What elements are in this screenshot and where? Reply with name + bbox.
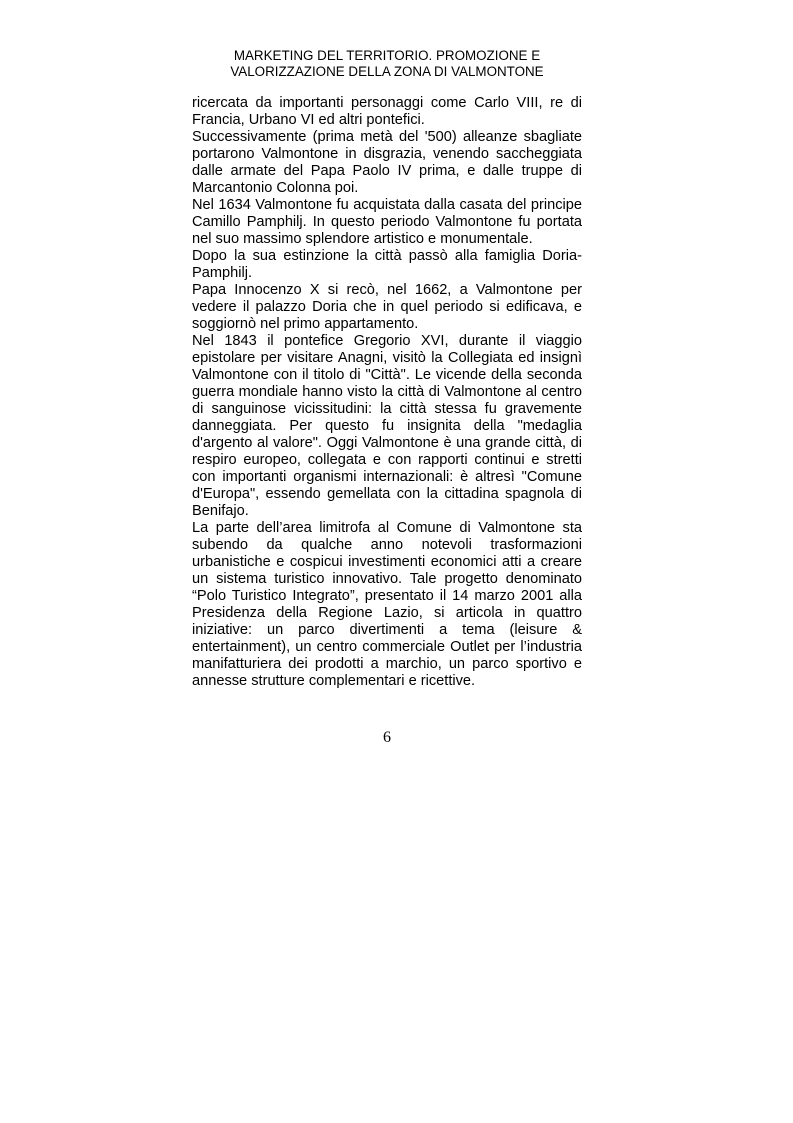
paragraph: Dopo la sua estinzione la città passò alla famiglia Doria-Pamphilj. [192, 248, 582, 281]
body-text [192, 95, 582, 690]
running-header [192, 48, 582, 80]
paragraph: ricercata da importanti personaggi come Carlo VIII, re di Francia, Urbano VI ed altri pontefici. [192, 95, 582, 128]
paragraph: Nel 1634 Valmontone fu acquistata dalla casata del principe Camillo Pamphilj. In questo periodo Valmontone fu portata nel suo massimo splendore artistico e monumentale. [192, 197, 582, 247]
paragraph: Nel 1843 il pontefice Gregorio XVI, durante il viaggio epistolare per visitare Anagni, visitò la Collegiata ed insignì Valmontone con il titolo di "Città". Le vicende della seconda guerra mondiale hanno visto la città di Valmontone al centro di sanguinose vicissitudini: la città stessa fu gravemente danneggiata. Per questo fu insignita della "medaglia d'argento al valore". Oggi Valmontone è una grande città, di respiro europeo, collegata e con rapporti continui e stretti con importanti organismi internazionali: è altresì "Comune d'Europa", essendo gemellata con la cittadina spagnola di Benifajo. [192, 333, 582, 519]
running-header-line-2: VALORIZZAZIONE DELLA ZONA DI VALMONTONE [230, 64, 544, 79]
running-header-line-1: MARKETING DEL TERRITORIO. PROMOZIONE E [233, 48, 541, 63]
paragraph: Papa Innocenzo X si recò, nel 1662, a Valmontone per vedere il palazzo Doria che in quel periodo si edificava, e soggiornò nel primo appartamento. [192, 282, 582, 332]
paragraph: La parte dell’area limitrofa al Comune di Valmontone sta subendo da qualche anno notevoli trasformazioni urbanistiche e cospicui investimenti economici atti a creare un sistema turistico innovativo. Tale progetto denominato “Polo Turistico Integrato”, presentato il 14 marzo 2001 alla Presidenza della Regione Lazio, si articola in quattro iniziative: un parco divertimenti a tema (leisure & entertainment), un centro commerciale Outlet per l’industria manifatturiera dei prodotti a marchio, un parco sportivo e annesse strutture complementari e ricettive. [192, 520, 582, 689]
paragraph: Successivamente (prima metà del '500) alleanze sbagliate portarono Valmontone in disgrazia, venendo saccheggiata dalle armate del Papa Paolo IV prima, e dalle truppe di Marcantonio Colonna poi. [192, 129, 582, 196]
page-number: 6 [383, 729, 391, 746]
